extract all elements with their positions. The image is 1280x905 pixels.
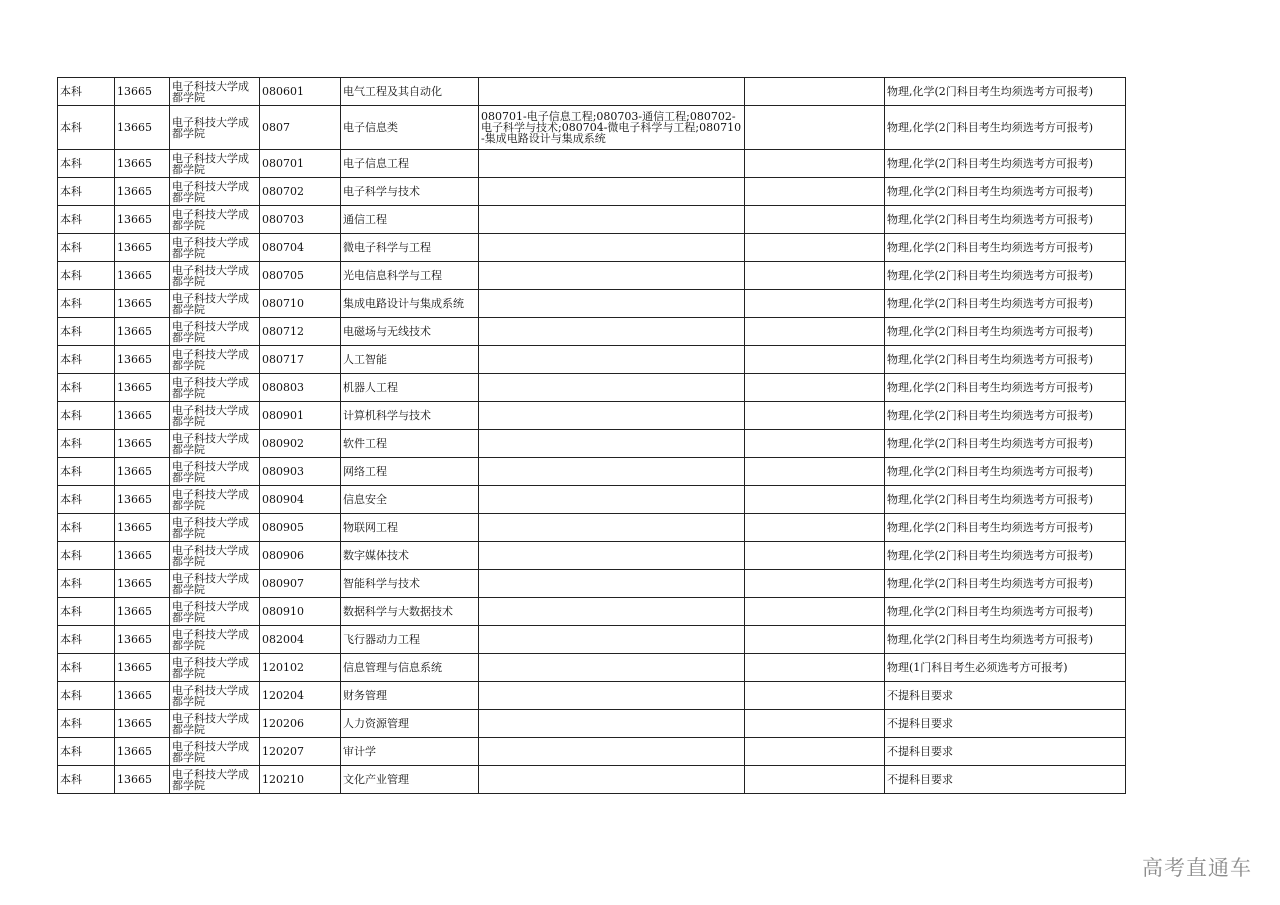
included-majors-cell bbox=[479, 402, 745, 430]
major-name-cell: 飞行器动力工程 bbox=[341, 626, 479, 654]
subject-requirement-cell: 物理,化学(2门科目考生均须选考方可报考) bbox=[885, 106, 1126, 150]
included-majors-cell bbox=[479, 682, 745, 710]
included-majors-cell bbox=[479, 710, 745, 738]
note-cell bbox=[745, 598, 885, 626]
table-row bbox=[58, 206, 1126, 234]
table-row bbox=[58, 374, 1126, 402]
table-row bbox=[58, 654, 1126, 682]
note-cell bbox=[745, 318, 885, 346]
included-majors-cell bbox=[479, 78, 745, 106]
school-name-cell: 电子科技大学成都学院 bbox=[170, 542, 260, 570]
level-cell: 本科 bbox=[58, 374, 115, 402]
school-code-cell: 13665 bbox=[115, 738, 170, 766]
included-majors-cell bbox=[479, 290, 745, 318]
subject-requirement-cell: 物理,化学(2门科目考生均须选考方可报考) bbox=[885, 542, 1126, 570]
table-row bbox=[58, 402, 1126, 430]
note-cell bbox=[745, 430, 885, 458]
level-cell: 本科 bbox=[58, 682, 115, 710]
level-cell: 本科 bbox=[58, 514, 115, 542]
major-code-cell: 080906 bbox=[260, 542, 341, 570]
major-name-cell: 财务管理 bbox=[341, 682, 479, 710]
major-name-cell: 数据科学与大数据技术 bbox=[341, 598, 479, 626]
subject-requirement-cell: 物理,化学(2门科目考生均须选考方可报考) bbox=[885, 598, 1126, 626]
major-name-cell: 通信工程 bbox=[341, 206, 479, 234]
subject-requirement-cell: 不提科目要求 bbox=[885, 682, 1126, 710]
level-cell: 本科 bbox=[58, 710, 115, 738]
subject-requirement-cell: 物理,化学(2门科目考生均须选考方可报考) bbox=[885, 206, 1126, 234]
major-code-cell: 080702 bbox=[260, 178, 341, 206]
included-majors-cell: 080701-电子信息工程;080703-通信工程;080702-电子科学与技术;080704-微电子科学与工程;080710-集成电路设计与集成系统 bbox=[479, 106, 745, 150]
subject-requirement-cell: 物理,化学(2门科目考生均须选考方可报考) bbox=[885, 402, 1126, 430]
school-name-cell: 电子科技大学成都学院 bbox=[170, 78, 260, 106]
major-name-cell: 智能科学与技术 bbox=[341, 570, 479, 598]
major-name-cell: 人工智能 bbox=[341, 346, 479, 374]
subject-requirement-table bbox=[57, 77, 1126, 794]
major-code-cell: 080902 bbox=[260, 430, 341, 458]
school-code-cell: 13665 bbox=[115, 290, 170, 318]
table-row bbox=[58, 514, 1126, 542]
level-cell: 本科 bbox=[58, 458, 115, 486]
school-name-cell: 电子科技大学成都学院 bbox=[170, 234, 260, 262]
note-cell bbox=[745, 402, 885, 430]
note-cell bbox=[745, 514, 885, 542]
table-row bbox=[58, 78, 1126, 106]
major-name-cell: 人力资源管理 bbox=[341, 710, 479, 738]
school-code-cell: 13665 bbox=[115, 570, 170, 598]
major-name-cell: 信息管理与信息系统 bbox=[341, 654, 479, 682]
major-code-cell: 120204 bbox=[260, 682, 341, 710]
major-name-cell: 电磁场与无线技术 bbox=[341, 318, 479, 346]
note-cell bbox=[745, 106, 885, 150]
school-code-cell: 13665 bbox=[115, 78, 170, 106]
note-cell bbox=[745, 766, 885, 794]
included-majors-cell bbox=[479, 318, 745, 346]
note-cell bbox=[745, 458, 885, 486]
major-code-cell: 080717 bbox=[260, 346, 341, 374]
level-cell: 本科 bbox=[58, 234, 115, 262]
major-name-cell: 机器人工程 bbox=[341, 374, 479, 402]
subject-requirement-cell: 物理,化学(2门科目考生均须选考方可报考) bbox=[885, 234, 1126, 262]
table-body bbox=[58, 78, 1126, 794]
table-row bbox=[58, 106, 1126, 150]
school-name-cell: 电子科技大学成都学院 bbox=[170, 290, 260, 318]
note-cell bbox=[745, 738, 885, 766]
major-code-cell: 120207 bbox=[260, 738, 341, 766]
school-code-cell: 13665 bbox=[115, 682, 170, 710]
level-cell: 本科 bbox=[58, 150, 115, 178]
table-row bbox=[58, 290, 1126, 318]
school-code-cell: 13665 bbox=[115, 106, 170, 150]
included-majors-cell bbox=[479, 738, 745, 766]
level-cell: 本科 bbox=[58, 262, 115, 290]
school-code-cell: 13665 bbox=[115, 654, 170, 682]
major-code-cell: 080704 bbox=[260, 234, 341, 262]
major-code-cell: 080601 bbox=[260, 78, 341, 106]
subject-requirement-cell: 物理,化学(2门科目考生均须选考方可报考) bbox=[885, 346, 1126, 374]
school-name-cell: 电子科技大学成都学院 bbox=[170, 106, 260, 150]
school-name-cell: 电子科技大学成都学院 bbox=[170, 514, 260, 542]
school-code-cell: 13665 bbox=[115, 178, 170, 206]
school-code-cell: 13665 bbox=[115, 234, 170, 262]
subject-requirement-cell: 物理,化学(2门科目考生均须选考方可报考) bbox=[885, 150, 1126, 178]
school-name-cell: 电子科技大学成都学院 bbox=[170, 486, 260, 514]
school-code-cell: 13665 bbox=[115, 626, 170, 654]
level-cell: 本科 bbox=[58, 654, 115, 682]
included-majors-cell bbox=[479, 458, 745, 486]
school-code-cell: 13665 bbox=[115, 402, 170, 430]
table-row bbox=[58, 626, 1126, 654]
note-cell bbox=[745, 626, 885, 654]
table-row bbox=[58, 262, 1126, 290]
subject-requirement-cell: 不提科目要求 bbox=[885, 738, 1126, 766]
included-majors-cell bbox=[479, 570, 745, 598]
subject-requirement-cell: 物理,化学(2门科目考生均须选考方可报考) bbox=[885, 430, 1126, 458]
school-code-cell: 13665 bbox=[115, 458, 170, 486]
school-code-cell: 13665 bbox=[115, 318, 170, 346]
table-row bbox=[58, 710, 1126, 738]
included-majors-cell bbox=[479, 234, 745, 262]
school-code-cell: 13665 bbox=[115, 374, 170, 402]
included-majors-cell bbox=[479, 150, 745, 178]
school-code-cell: 13665 bbox=[115, 430, 170, 458]
major-name-cell: 计算机科学与技术 bbox=[341, 402, 479, 430]
level-cell: 本科 bbox=[58, 402, 115, 430]
level-cell: 本科 bbox=[58, 598, 115, 626]
school-name-cell: 电子科技大学成都学院 bbox=[170, 374, 260, 402]
table-row bbox=[58, 598, 1126, 626]
watermark-logo-text: 高考直通车 bbox=[1142, 856, 1252, 880]
major-code-cell: 080904 bbox=[260, 486, 341, 514]
major-code-cell: 080703 bbox=[260, 206, 341, 234]
level-cell: 本科 bbox=[58, 738, 115, 766]
subject-requirement-cell: 物理,化学(2门科目考生均须选考方可报考) bbox=[885, 262, 1126, 290]
note-cell bbox=[745, 542, 885, 570]
major-name-cell: 集成电路设计与集成系统 bbox=[341, 290, 479, 318]
school-name-cell: 电子科技大学成都学院 bbox=[170, 402, 260, 430]
note-cell bbox=[745, 374, 885, 402]
table-row bbox=[58, 766, 1126, 794]
school-code-cell: 13665 bbox=[115, 150, 170, 178]
note-cell bbox=[745, 570, 885, 598]
included-majors-cell bbox=[479, 178, 745, 206]
included-majors-cell bbox=[479, 598, 745, 626]
major-name-cell: 文化产业管理 bbox=[341, 766, 479, 794]
included-majors-cell bbox=[479, 262, 745, 290]
major-code-cell: 080710 bbox=[260, 290, 341, 318]
school-name-cell: 电子科技大学成都学院 bbox=[170, 318, 260, 346]
level-cell: 本科 bbox=[58, 78, 115, 106]
major-code-cell: 080705 bbox=[260, 262, 341, 290]
school-name-cell: 电子科技大学成都学院 bbox=[170, 178, 260, 206]
school-name-cell: 电子科技大学成都学院 bbox=[170, 738, 260, 766]
subject-requirement-cell: 物理,化学(2门科目考生均须选考方可报考) bbox=[885, 570, 1126, 598]
note-cell bbox=[745, 682, 885, 710]
school-name-cell: 电子科技大学成都学院 bbox=[170, 682, 260, 710]
level-cell: 本科 bbox=[58, 178, 115, 206]
subject-requirement-cell: 物理,化学(2门科目考生均须选考方可报考) bbox=[885, 290, 1126, 318]
note-cell bbox=[745, 178, 885, 206]
major-code-cell: 080901 bbox=[260, 402, 341, 430]
included-majors-cell bbox=[479, 346, 745, 374]
subject-requirement-cell: 物理,化学(2门科目考生均须选考方可报考) bbox=[885, 374, 1126, 402]
major-name-cell: 软件工程 bbox=[341, 430, 479, 458]
major-name-cell: 电子信息类 bbox=[341, 106, 479, 150]
table-row bbox=[58, 234, 1126, 262]
subject-requirement-cell: 不提科目要求 bbox=[885, 710, 1126, 738]
major-name-cell: 物联网工程 bbox=[341, 514, 479, 542]
major-name-cell: 信息安全 bbox=[341, 486, 479, 514]
note-cell bbox=[745, 78, 885, 106]
major-name-cell: 光电信息科学与工程 bbox=[341, 262, 479, 290]
note-cell bbox=[745, 710, 885, 738]
level-cell: 本科 bbox=[58, 346, 115, 374]
note-cell bbox=[745, 234, 885, 262]
included-majors-cell bbox=[479, 430, 745, 458]
table-row bbox=[58, 346, 1126, 374]
subject-requirement-cell: 物理(1门科目考生必须选考方可报考) bbox=[885, 654, 1126, 682]
major-code-cell: 080905 bbox=[260, 514, 341, 542]
table-row bbox=[58, 178, 1126, 206]
school-name-cell: 电子科技大学成都学院 bbox=[170, 570, 260, 598]
table-row bbox=[58, 542, 1126, 570]
major-code-cell: 080712 bbox=[260, 318, 341, 346]
subject-requirement-cell: 物理,化学(2门科目考生均须选考方可报考) bbox=[885, 318, 1126, 346]
school-code-cell: 13665 bbox=[115, 598, 170, 626]
school-code-cell: 13665 bbox=[115, 486, 170, 514]
table-row bbox=[58, 318, 1126, 346]
level-cell: 本科 bbox=[58, 290, 115, 318]
school-name-cell: 电子科技大学成都学院 bbox=[170, 654, 260, 682]
school-code-cell: 13665 bbox=[115, 346, 170, 374]
school-name-cell: 电子科技大学成都学院 bbox=[170, 206, 260, 234]
level-cell: 本科 bbox=[58, 542, 115, 570]
table-row bbox=[58, 738, 1126, 766]
note-cell bbox=[745, 262, 885, 290]
table-row bbox=[58, 486, 1126, 514]
level-cell: 本科 bbox=[58, 318, 115, 346]
subject-requirement-cell: 不提科目要求 bbox=[885, 766, 1126, 794]
note-cell bbox=[745, 290, 885, 318]
subject-requirement-cell: 物理,化学(2门科目考生均须选考方可报考) bbox=[885, 626, 1126, 654]
school-code-cell: 13665 bbox=[115, 710, 170, 738]
table-row bbox=[58, 430, 1126, 458]
subject-requirement-cell: 物理,化学(2门科目考生均须选考方可报考) bbox=[885, 458, 1126, 486]
school-code-cell: 13665 bbox=[115, 542, 170, 570]
school-name-cell: 电子科技大学成都学院 bbox=[170, 626, 260, 654]
major-code-cell: 080907 bbox=[260, 570, 341, 598]
major-code-cell: 080910 bbox=[260, 598, 341, 626]
level-cell: 本科 bbox=[58, 626, 115, 654]
table-row bbox=[58, 458, 1126, 486]
included-majors-cell bbox=[479, 514, 745, 542]
major-code-cell: 0807 bbox=[260, 106, 341, 150]
level-cell: 本科 bbox=[58, 766, 115, 794]
major-code-cell: 120210 bbox=[260, 766, 341, 794]
school-name-cell: 电子科技大学成都学院 bbox=[170, 346, 260, 374]
school-name-cell: 电子科技大学成都学院 bbox=[170, 458, 260, 486]
major-name-cell: 审计学 bbox=[341, 738, 479, 766]
included-majors-cell bbox=[479, 486, 745, 514]
major-name-cell: 数字媒体技术 bbox=[341, 542, 479, 570]
major-name-cell: 微电子科学与工程 bbox=[341, 234, 479, 262]
included-majors-cell bbox=[479, 654, 745, 682]
major-code-cell: 120102 bbox=[260, 654, 341, 682]
major-name-cell: 电气工程及其自动化 bbox=[341, 78, 479, 106]
major-name-cell: 电子信息工程 bbox=[341, 150, 479, 178]
major-code-cell: 080803 bbox=[260, 374, 341, 402]
school-name-cell: 电子科技大学成都学院 bbox=[170, 430, 260, 458]
school-name-cell: 电子科技大学成都学院 bbox=[170, 598, 260, 626]
major-name-cell: 网络工程 bbox=[341, 458, 479, 486]
subject-requirement-cell: 物理,化学(2门科目考生均须选考方可报考) bbox=[885, 486, 1126, 514]
subject-requirement-cell: 物理,化学(2门科目考生均须选考方可报考) bbox=[885, 514, 1126, 542]
major-name-cell: 电子科学与技术 bbox=[341, 178, 479, 206]
subject-requirement-cell: 物理,化学(2门科目考生均须选考方可报考) bbox=[885, 178, 1126, 206]
included-majors-cell bbox=[479, 374, 745, 402]
major-code-cell: 080903 bbox=[260, 458, 341, 486]
note-cell bbox=[745, 654, 885, 682]
note-cell bbox=[745, 346, 885, 374]
school-name-cell: 电子科技大学成都学院 bbox=[170, 710, 260, 738]
included-majors-cell bbox=[479, 626, 745, 654]
major-code-cell: 082004 bbox=[260, 626, 341, 654]
level-cell: 本科 bbox=[58, 570, 115, 598]
table-row bbox=[58, 570, 1126, 598]
school-name-cell: 电子科技大学成都学院 bbox=[170, 150, 260, 178]
included-majors-cell bbox=[479, 206, 745, 234]
subject-requirement-cell: 物理,化学(2门科目考生均须选考方可报考) bbox=[885, 78, 1126, 106]
level-cell: 本科 bbox=[58, 430, 115, 458]
school-code-cell: 13665 bbox=[115, 206, 170, 234]
table-row bbox=[58, 150, 1126, 178]
table-row bbox=[58, 682, 1126, 710]
school-name-cell: 电子科技大学成都学院 bbox=[170, 262, 260, 290]
school-code-cell: 13665 bbox=[115, 514, 170, 542]
level-cell: 本科 bbox=[58, 486, 115, 514]
included-majors-cell bbox=[479, 542, 745, 570]
school-code-cell: 13665 bbox=[115, 262, 170, 290]
school-name-cell: 电子科技大学成都学院 bbox=[170, 766, 260, 794]
school-code-cell: 13665 bbox=[115, 766, 170, 794]
level-cell: 本科 bbox=[58, 106, 115, 150]
note-cell bbox=[745, 486, 885, 514]
major-code-cell: 120206 bbox=[260, 710, 341, 738]
level-cell: 本科 bbox=[58, 206, 115, 234]
note-cell bbox=[745, 206, 885, 234]
included-majors-cell bbox=[479, 766, 745, 794]
major-code-cell: 080701 bbox=[260, 150, 341, 178]
note-cell bbox=[745, 150, 885, 178]
